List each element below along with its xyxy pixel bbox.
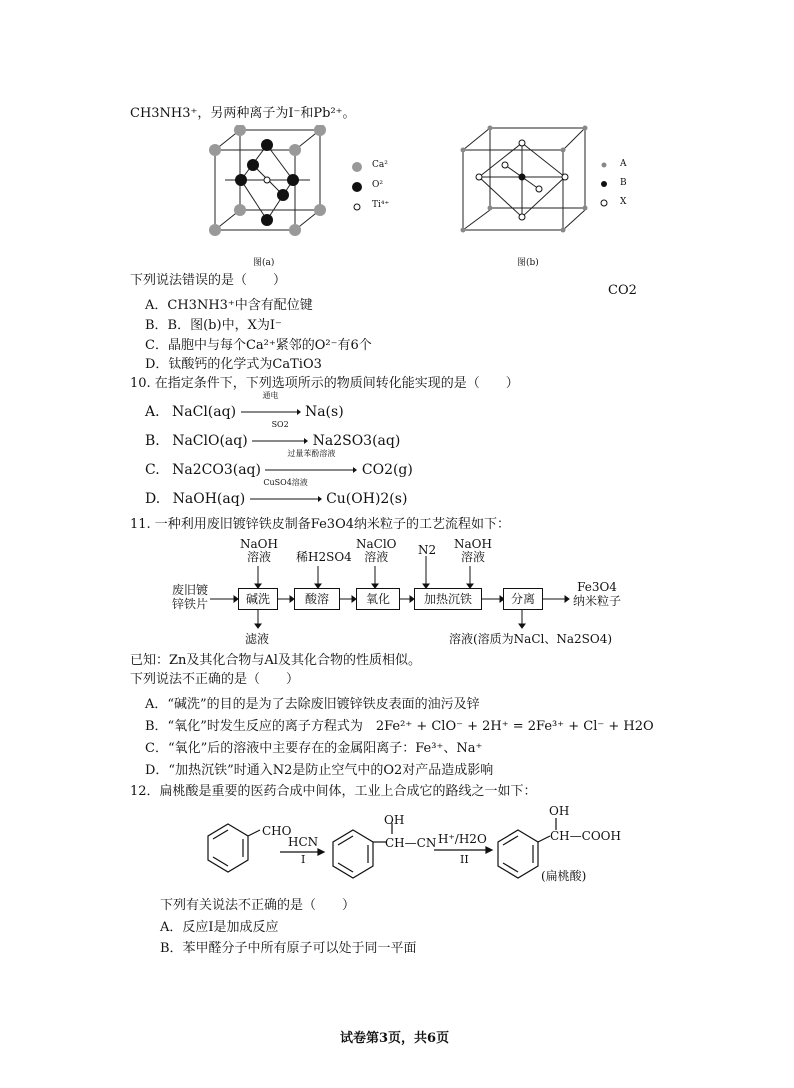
q9-option-b: B．B．图(b)中，X为I⁻	[145, 318, 282, 333]
q10-option-b	[145, 420, 401, 450]
q10-c-right: CO2(g)	[361, 462, 413, 478]
q11-option-b: B．“氧化”时发生反应的离子方程式为 2Fe²⁺ + ClO⁻ + 2H⁺ = 2Fe³⁺ + Cl⁻ + H2O	[145, 719, 654, 734]
q11-stem2: 下列说法不正确的是（ ）	[130, 672, 300, 687]
q11-reagent-naoh-2-b: 溶液	[460, 550, 485, 564]
q11-reagent-naoh-2	[454, 538, 492, 564]
page-footer: 试卷第3页，共6页	[340, 1031, 450, 1046]
benzene-ring-1-icon	[208, 824, 248, 872]
q12-step2-label: II	[460, 853, 469, 866]
benzene-ring-3-icon	[498, 830, 538, 878]
figure-a	[195, 125, 405, 270]
q11-flow-start	[172, 583, 208, 611]
q11-option-c: C．“氧化”后的溶液中主要存在的金属阳离子：Fe³⁺、Na⁺	[145, 741, 483, 756]
q12-mid-group: CH—CN	[385, 836, 437, 850]
q12-step2-reagent: H⁺/H2O	[438, 832, 487, 846]
q10-option-a	[145, 391, 344, 421]
q9-stem: 下列说法错误的是（ ）	[130, 273, 287, 288]
q11-box-separate: 分离	[503, 588, 543, 610]
q11-reagent-n2: N2	[418, 543, 437, 557]
q11-filtrate: 滤液	[245, 632, 270, 646]
q11-reagent-naclo-a: NaClO	[356, 537, 397, 551]
q12-prod-group: CH—COOH	[550, 829, 621, 843]
q11-reagent-naoh-1-a: NaOH	[240, 537, 278, 551]
ti-legend-icon	[354, 204, 360, 210]
q10-a-arrow	[241, 391, 301, 421]
q12-stem2: 下列有关说法不正确的是（ ）	[160, 898, 356, 913]
q11-box-alkali-wash: 碱洗	[238, 588, 278, 610]
q11-reagent-naoh-1-b: 溶液	[246, 550, 271, 564]
q11-flow-start-line1: 废旧镀	[172, 583, 209, 597]
q10-a-cond: 通电	[262, 391, 279, 400]
figure-a-caption: 图(a)	[253, 258, 275, 268]
q11-option-d: D．“加热沉铁”时通入N2是防止空气中的O2对产品造成影响	[145, 763, 494, 778]
header-line: CH3NH3⁺，另两种离子为I⁻和Pb²⁺。	[130, 106, 356, 121]
q12-step1-reagent: HCN	[288, 835, 319, 849]
q12-prod-name: (扁桃酸)	[541, 869, 587, 883]
q10-option-d	[145, 478, 408, 508]
q11-option-a: A．“碱洗”的目的是为了去除废旧镀锌铁皮表面的油污及锌	[145, 697, 480, 712]
legend-b-b: B	[620, 178, 627, 188]
q10-d-cond: CuSO4溶液	[263, 478, 308, 487]
q10-a-right: Na(s)	[304, 404, 344, 420]
q12-cho: CHO	[262, 824, 292, 838]
q11-box-acid-dissolve: 酸溶	[294, 588, 340, 610]
q11-product	[573, 580, 621, 608]
q11-box-heat-precipitate: 加热沉铁	[414, 588, 482, 610]
q10-d-left: NaOH(aq)	[172, 491, 246, 507]
q11-reagent-naclo-b: 溶液	[364, 550, 389, 564]
q9-option-a: A．CH3NH3⁺中含有配位键	[145, 298, 313, 313]
legend-b-x: X	[620, 197, 627, 207]
q12-option-b: B．苯甲醛分子中所有原子可以处于同一平面	[160, 941, 417, 956]
q11-product-line2: 纳米粒子	[573, 594, 622, 608]
q9-option-c: C．晶胞中与每个Ca²⁺紧邻的O²⁻有6个	[145, 338, 372, 353]
q9-side-note: CO2	[608, 283, 637, 298]
q10-c-cond: 过量苯酚溶液	[287, 449, 336, 458]
q11-known: 已知：Zn及其化合物与Al及其化合物的性质相似。	[130, 653, 421, 668]
ca-legend-icon	[352, 162, 362, 172]
q12-prod-oh: OH	[549, 804, 570, 818]
q10-b-left: NaClO(aq)	[172, 433, 248, 449]
q12-stem: 12．扁桃酸是重要的医药合成中间体，工业上合成它的路线之一如下：	[130, 784, 537, 799]
legend-a-o: O²	[372, 180, 383, 190]
figure-b-caption: 图(b)	[517, 258, 539, 268]
q10-b-label: B.	[145, 433, 160, 449]
o-legend-icon	[352, 182, 362, 192]
q10-a-left: NaCl(aq)	[172, 404, 237, 420]
q11-reagent-naoh-1	[240, 538, 278, 564]
q11-box-oxidize: 氧化	[356, 588, 400, 610]
q10-d-right: Cu(OH)2(s)	[326, 491, 408, 507]
q10-c-label: C.	[145, 462, 160, 478]
q11-product-line1: Fe3O4	[577, 580, 617, 594]
legend-a-ca: Ca²	[372, 160, 388, 170]
q10-c-arrow	[265, 449, 357, 479]
q10-d-arrow	[250, 478, 322, 508]
q10-option-c	[145, 449, 413, 479]
q9-option-d: D．钛酸钙的化学式为CaTiO3	[145, 357, 322, 372]
q11-reagent-h2so4: 稀H2SO4	[296, 550, 352, 564]
q12-step1-label: I	[301, 853, 306, 866]
q10-stem: 10. 在指定条件下，下列选项所示的物质间转化能实现的是（ ）	[130, 376, 519, 391]
legend-a-ti: Ti⁴⁺	[372, 200, 390, 210]
a-legend-icon	[602, 163, 607, 168]
q10-d-label: D.	[145, 491, 161, 507]
q11-reagent-naoh-2-a: NaOH	[454, 537, 492, 551]
x-legend-icon	[601, 200, 607, 206]
q11-solution: 溶液(溶质为NaCl、Na2SO4)	[449, 632, 613, 646]
q10-b-arrow	[252, 420, 308, 450]
benzene-ring-2-icon	[333, 830, 373, 878]
q10-b-cond: SO2	[271, 420, 289, 429]
q12-option-a: A．反应Ⅰ是加成反应	[160, 920, 279, 935]
b-legend-icon	[601, 181, 607, 187]
q12-mid-oh: OH	[384, 813, 405, 827]
q10-b-right: Na2SO3(aq)	[312, 433, 401, 449]
q11-stem: 11. 一种利用废旧镀锌铁皮制备Fe3O4纳米粒子的工艺流程如下：	[130, 517, 511, 532]
q10-c-left: Na2CO3(aq)	[172, 462, 261, 478]
legend-b-a: A	[620, 159, 627, 169]
q11-reagent-naclo	[356, 538, 397, 564]
q10-a-label: A.	[145, 404, 160, 420]
q11-flow-start-line2: 锌铁片	[172, 597, 209, 611]
